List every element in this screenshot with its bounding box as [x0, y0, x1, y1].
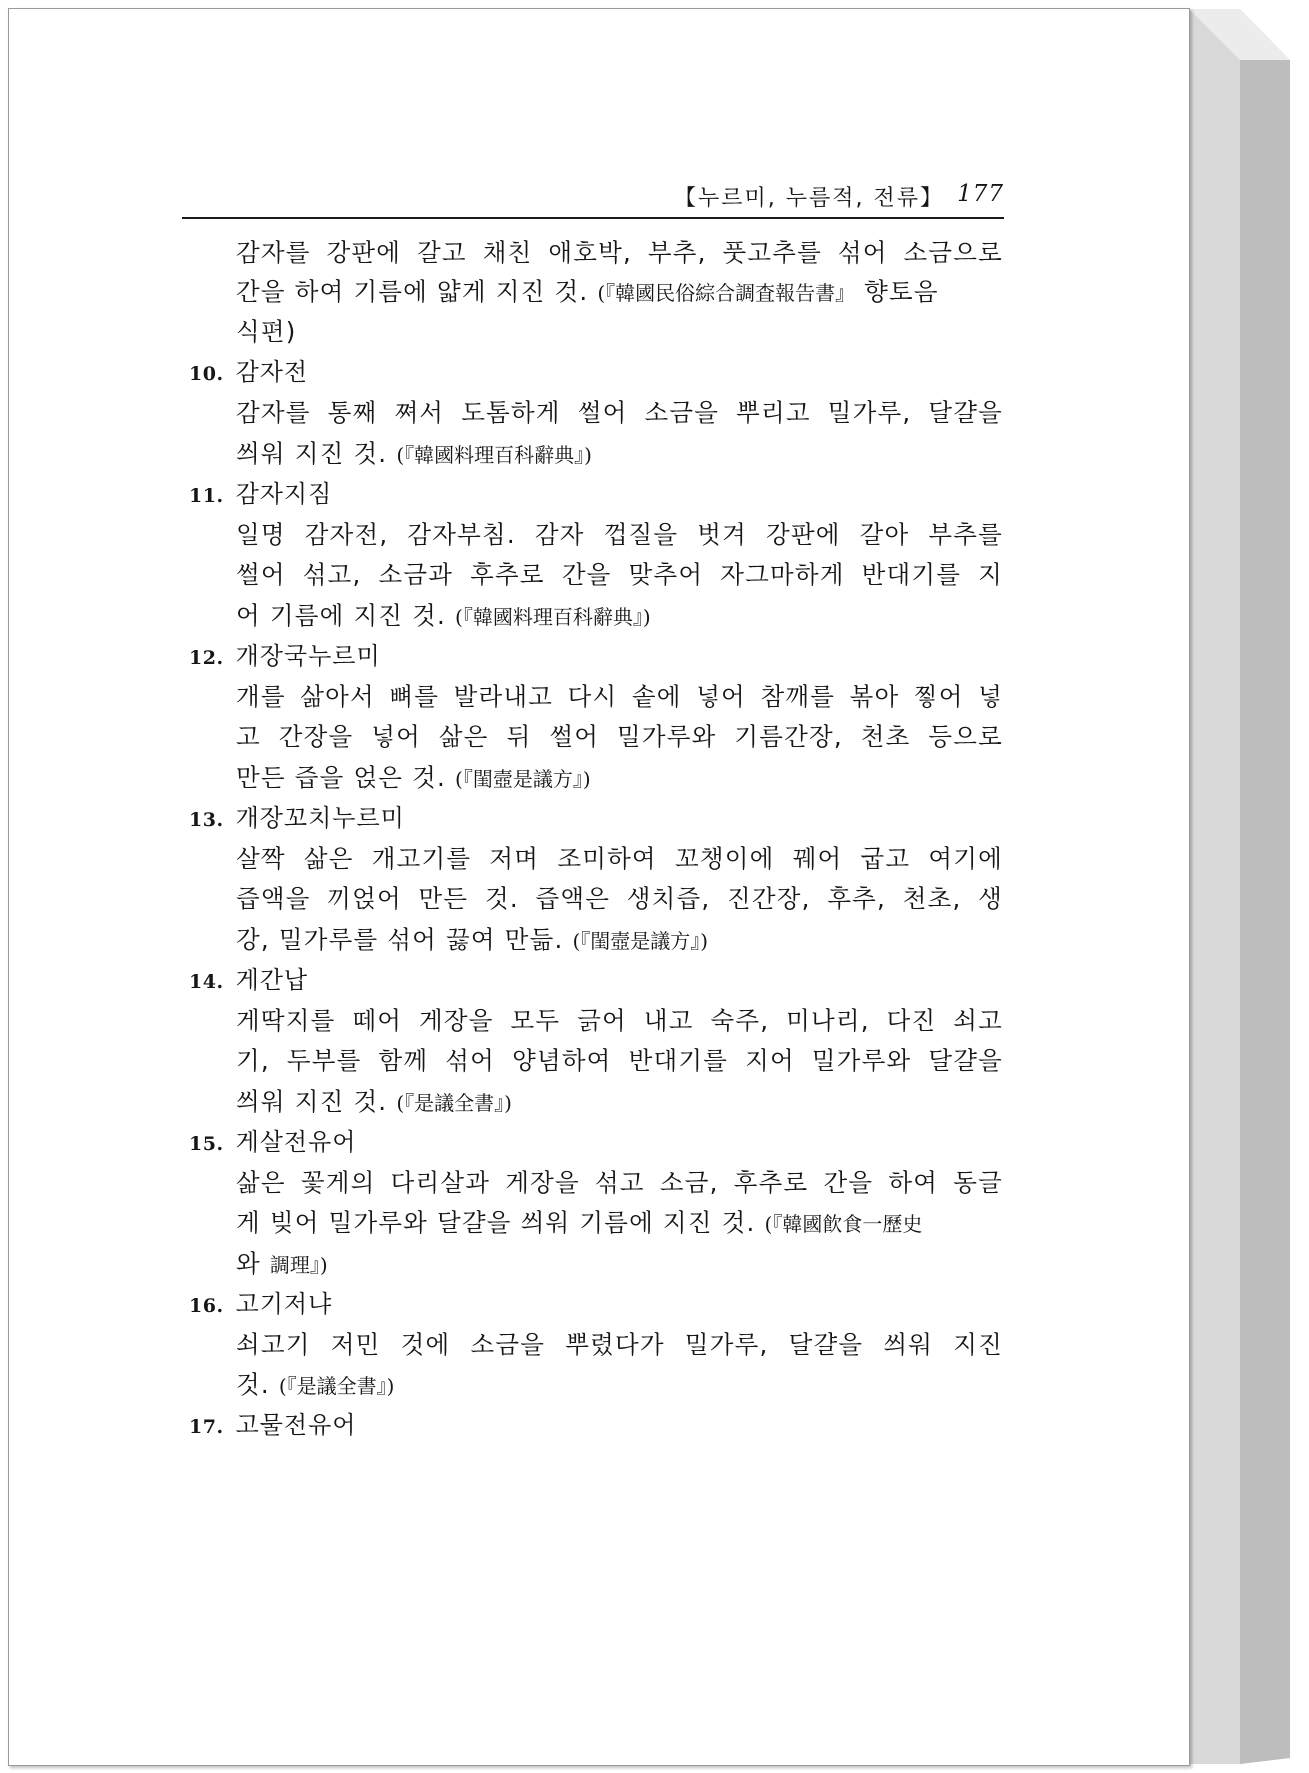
body-line: 삶은 꽃게의 다리살과 게장을 섞고 소금, 후추로 간을 하여 동글	[236, 1168, 1003, 1197]
entry-number: 17.	[189, 1416, 224, 1438]
body-line: 감자를 통째 쪄서 도톰하게 썰어 소금을 뿌리고 밀가루, 달걀을	[236, 398, 1003, 427]
entry-title: 고기저냐	[235, 1290, 333, 1318]
body-line	[236, 437, 1003, 472]
body-line: 개를 삶아서 뼈를 발라내고 다시 솥에 넣어 참깨를 볶아 찧어 넣	[236, 682, 1003, 711]
body-text: 강, 밀가루를 섞어 끓여 만듦.	[236, 925, 564, 954]
source-citation: (『是議全書』)	[278, 1374, 395, 1398]
entry-number: 11.	[189, 485, 224, 507]
source-citation: 調理』)	[269, 1253, 328, 1277]
source-citation: (『閨壼是議方』)	[572, 929, 709, 953]
body-line: 일명 감자전, 감자부침. 감자 껍질을 벗겨 강판에 갈아 부추를	[236, 520, 1003, 549]
entry-heading	[189, 639, 381, 675]
body-line: 게딱지를 떼어 게장을 모두 긁어 내고 숙주, 미나리, 다진 쇠고	[236, 1006, 1003, 1035]
body-text: 간을 하여 기름에 얇게 지진 것.	[236, 277, 589, 306]
entry-number: 13.	[189, 809, 224, 831]
body-text: 씌워 지진 것.	[236, 1087, 388, 1116]
entry-heading	[189, 1287, 332, 1323]
entry-heading	[189, 1125, 356, 1161]
source-citation: (『韓國飮食一歷史	[764, 1212, 923, 1236]
entry-number: 16.	[189, 1295, 224, 1317]
body-text: 향토음	[855, 277, 939, 306]
entry-title: 게살전유어	[235, 1128, 357, 1156]
body-line: 감자를 강판에 갈고 채친 애호박, 부추, 풋고추를 섞어 소금으로	[236, 238, 1003, 267]
body-line: 쇠고기 저민 것에 소금을 뿌렸다가 밀가루, 달걀을 씌워 지진	[236, 1330, 1003, 1359]
body-text: 와	[236, 1249, 270, 1278]
entry-heading	[189, 355, 308, 391]
body-text: 게 빚어 밀가루와 달걀을 씌워 기름에 지진 것.	[236, 1208, 756, 1237]
source-citation: (『韓國料理百科辭典』)	[455, 605, 651, 629]
body-line	[236, 1368, 1003, 1403]
body-text: 만든 즙을 얹은 것.	[236, 763, 447, 792]
entry-heading	[189, 1408, 356, 1444]
body-text: 씌워 지진 것.	[236, 439, 388, 468]
entry-heading	[189, 801, 405, 837]
source-citation: (『韓國民俗綜合調査報告書』	[597, 281, 856, 305]
body-line: 즙액을 끼얹어 만든 것. 즙액은 생치즙, 진간장, 후추, 천초, 생	[236, 884, 1003, 913]
body-line: 식편)	[236, 317, 297, 346]
source-citation: (『是議全書』)	[396, 1091, 512, 1115]
running-head	[674, 181, 1004, 217]
entry-number: 12.	[189, 647, 224, 669]
entry-number: 10.	[189, 363, 224, 385]
body-line	[236, 923, 1003, 958]
body-line: 고 간장을 넣어 삶은 뒤 썰어 밀가루와 기름간장, 천초 등으로	[236, 722, 1003, 751]
entry-number: 15.	[189, 1133, 224, 1155]
entry-title: 개장꼬치누르미	[235, 804, 405, 832]
body-line	[236, 1206, 1003, 1241]
body-text: 어 기름에 지진 것.	[236, 601, 447, 630]
source-citation: (『韓國料理百科辭典』)	[396, 443, 592, 467]
entry-title: 게간납	[235, 966, 309, 994]
body-line	[236, 599, 1003, 634]
body-line	[236, 275, 1003, 310]
header-rule	[182, 217, 1004, 219]
body-line: 살짝 삶은 개고기를 저며 조미하여 꼬챙이에 꿰어 굽고 여기에	[236, 844, 1003, 873]
body-line	[236, 1247, 1003, 1282]
section-title: 【누르미, 누름적, 전류】	[674, 186, 944, 211]
book-page	[8, 8, 1190, 1766]
source-citation: (『閨壼是議方』)	[455, 767, 591, 791]
body-line	[236, 1085, 1003, 1120]
entry-title: 감자지짐	[235, 480, 333, 508]
page-number: 177	[957, 181, 1004, 207]
body-line: 기, 두부를 함께 섞어 양념하여 반대기를 지어 밀가루와 달걀을	[236, 1046, 1003, 1075]
entry-heading	[189, 963, 308, 999]
entry-heading	[189, 477, 332, 513]
entry-number: 14.	[189, 971, 224, 993]
body-line: 썰어 섞고, 소금과 후추로 간을 맞추어 자그마하게 반대기를 지	[236, 560, 1003, 589]
entry-title: 개장국누르미	[235, 642, 381, 670]
body-text: 것.	[236, 1370, 270, 1399]
body-line	[236, 761, 1003, 796]
entry-title: 고물전유어	[235, 1411, 357, 1439]
entry-title: 감자전	[235, 358, 309, 386]
